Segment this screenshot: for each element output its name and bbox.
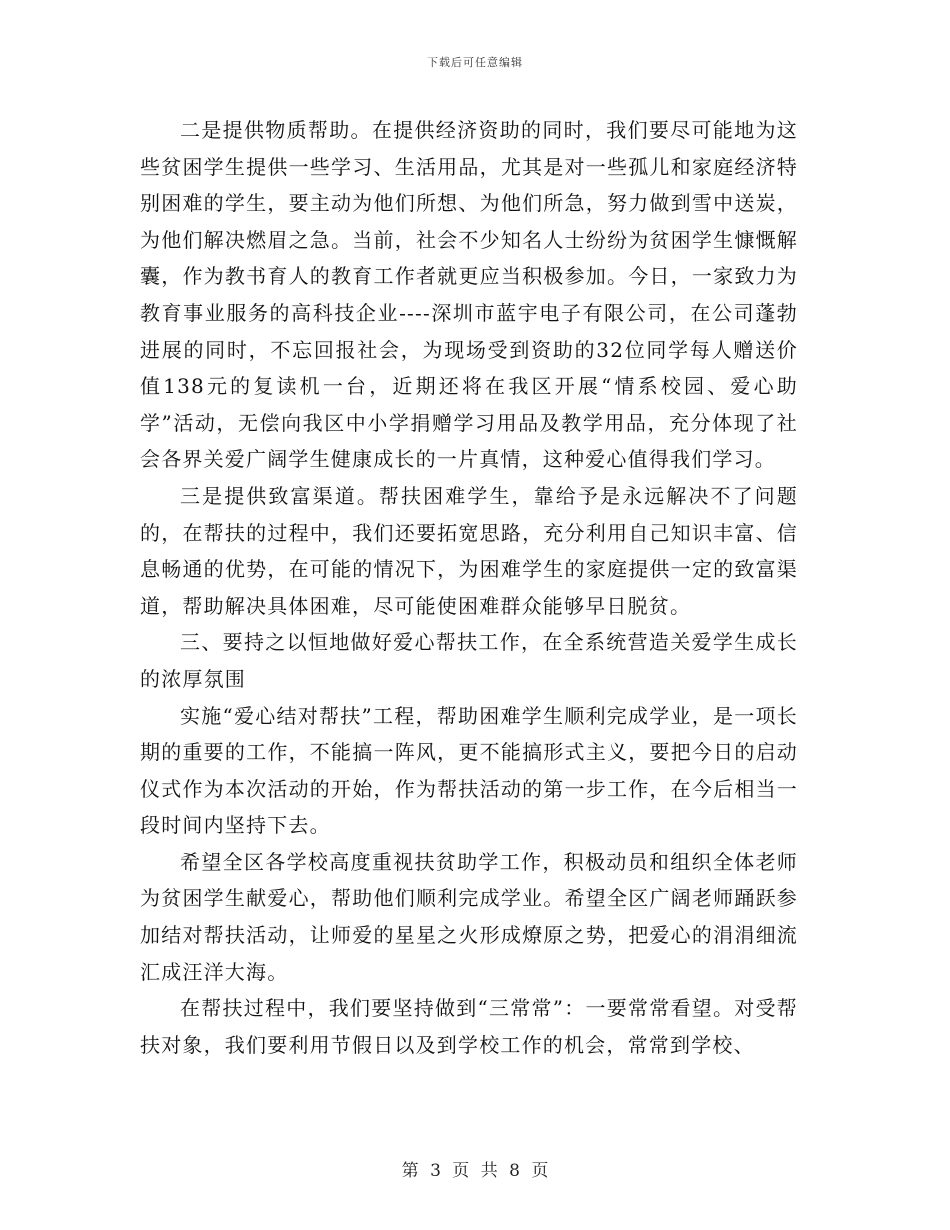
body-text	[140, 112, 798, 1063]
page-number-footer: 第 3 页 共 8 页	[401, 1161, 549, 1181]
paragraph-three-often: 在帮扶过程中，我们要坚持做到“三常常”：一要常常看望。对受帮扶对象，我们要利用节假日以及到学校工作的机会，常常到学校、	[140, 996, 798, 1057]
paragraph-material-help: 二是提供物质帮助。在提供经济资助的同时，我们要尽可能地为这些贫困学生提供一些学习、生活用品，尤其是对一些孤儿和家庭经济特别困难的学生，要主动为他们所想、为他们所急，努力做到雪中送炭，为他们解决燃眉之急。当前，社会不少知名人士纷纷为贫困学生慷慨解囊，作为教书育人的教育工作者就更应当积极参加。今日，一家致力为教育事业服务的高科技企业----深圳市蓝宇电子有限公司，在公司蓬勃进展的同时，不忘回报社会，为现场受到资助的32位同学每人赠送价值138元的复读机一台，近期还将在我区开展“情系校园、爱心助学”活动，无偿向我区中小学捐赠学习用品及教学用品，充分体现了社会各界关爱广阔学生健康成长的一片真情，这种爱心值得我们学习。	[140, 118, 798, 472]
paragraph-project-implementation: 实施“爱心结对帮扶”工程，帮助困难学生顺利完成学业，是一项长期的重要的工作，不能搞一阵风，更不能搞形式主义，要把今日的启动仪式作为本次活动的开始，作为帮扶活动的第一步工作，在今后相当一段时间内坚持下去。	[140, 703, 798, 838]
paragraph-wealth-channel: 三是提供致富渠道。帮扶困难学生，靠给予是永远解决不了问题的，在帮扶的过程中，我们还要拓宽思路，充分利用自己知识丰富、信息畅通的优势，在可能的情况下，为困难学生的家庭提供一定的致富渠道，帮助解决具体困难，尽可能使困难群众能够早日脱贫。	[140, 483, 798, 618]
section-heading-three: 三、要持之以恒地做好爱心帮扶工作，在全系统营造关爱学生成长的浓厚氛围	[140, 630, 798, 691]
paragraph-hope: 希望全区各学校高度重视扶贫助学工作，积极动员和组织全体老师为贫困学生献爱心，帮助他们顺利完成学业。希望全区广阔老师踊跃参加结对帮扶活动，让师爱的星星之火形成燎原之势，把爱心的涓涓细流汇成汪洋大海。	[140, 849, 798, 984]
header-note: 下载后可任意编辑	[427, 56, 523, 69]
